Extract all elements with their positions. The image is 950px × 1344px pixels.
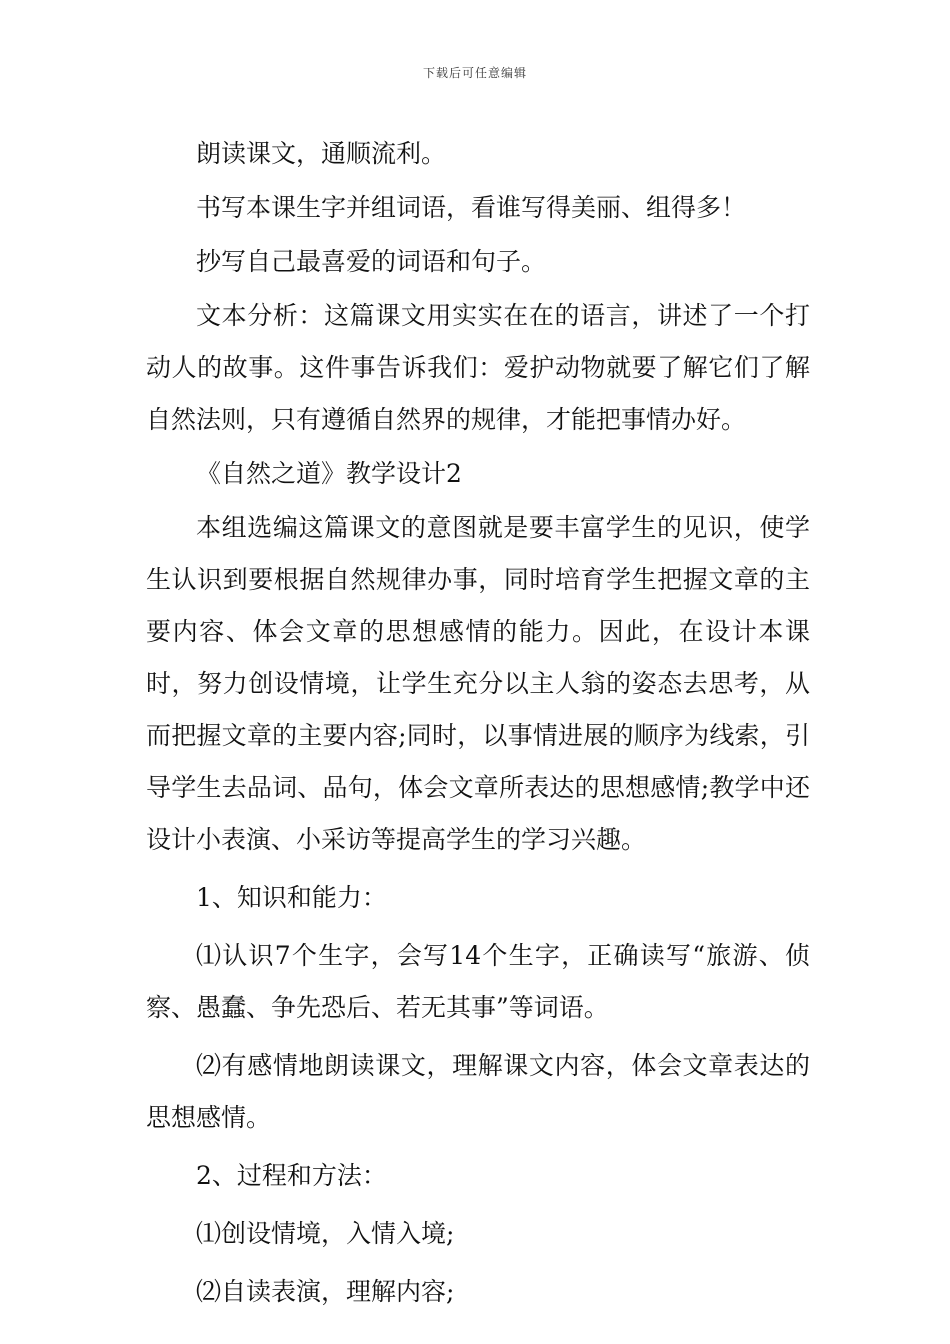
list-item-1: ⑴认识7个生字，会写14个生字，正确读写“旅游、侦察、愚蠢、争先恐后、若无其事”等词语。 (146, 941, 810, 1022)
heading-knowledge-ability: 1、知识和能力： (196, 883, 387, 912)
list-item-2: ⑵有感情地朗读课文，理解课文内容，体会文章表达的思想感情。 (146, 1051, 810, 1132)
document-body (146, 128, 810, 1320)
paragraph-write-characters: 书写本课生字并组词语，看谁写得美丽、组得多！ (196, 193, 747, 222)
heading-process-method: 2、过程和方法： (196, 1161, 387, 1190)
paragraph-copy-words: 抄写自己最喜爱的词语和句子。 (196, 247, 547, 276)
list-item-3: ⑴创设情境，入情入境; (196, 1219, 455, 1248)
paragraph-design-intent: 本组选编这篇课文的意图就是要丰富学生的见识，使学生认识到要根据自然规律办事，同时培育学生把握文章的主要内容、体会文章的思想感情的能力。因此，在设计本课时，努力创设情境，让学生充分以主人翁的姿态去思考，从而把握文章的主要内容;同时，以事情进展的顺序为线索，引导学生去品词、品句，体会文章所表达的思想感情;教学中还设计小表演、小采访等提高学生的学习兴趣。 (146, 513, 810, 854)
list-item-4: ⑵自读表演，理解内容; (196, 1277, 455, 1306)
page-header: 下载后可任意编辑 (422, 66, 527, 80)
paragraph-read-aloud: 朗读课文，通顺流利。 (196, 139, 447, 168)
section-title: 《自然之道》教学设计2 (196, 459, 462, 488)
paragraph-text-analysis: 文本分析：这篇课文用实实在在的语言，讲述了一个打动人的故事。这件事告诉我们：爱护动物就要了解它们了解自然法则，只有遵循自然界的规律，才能把事情办好。 (146, 301, 810, 434)
